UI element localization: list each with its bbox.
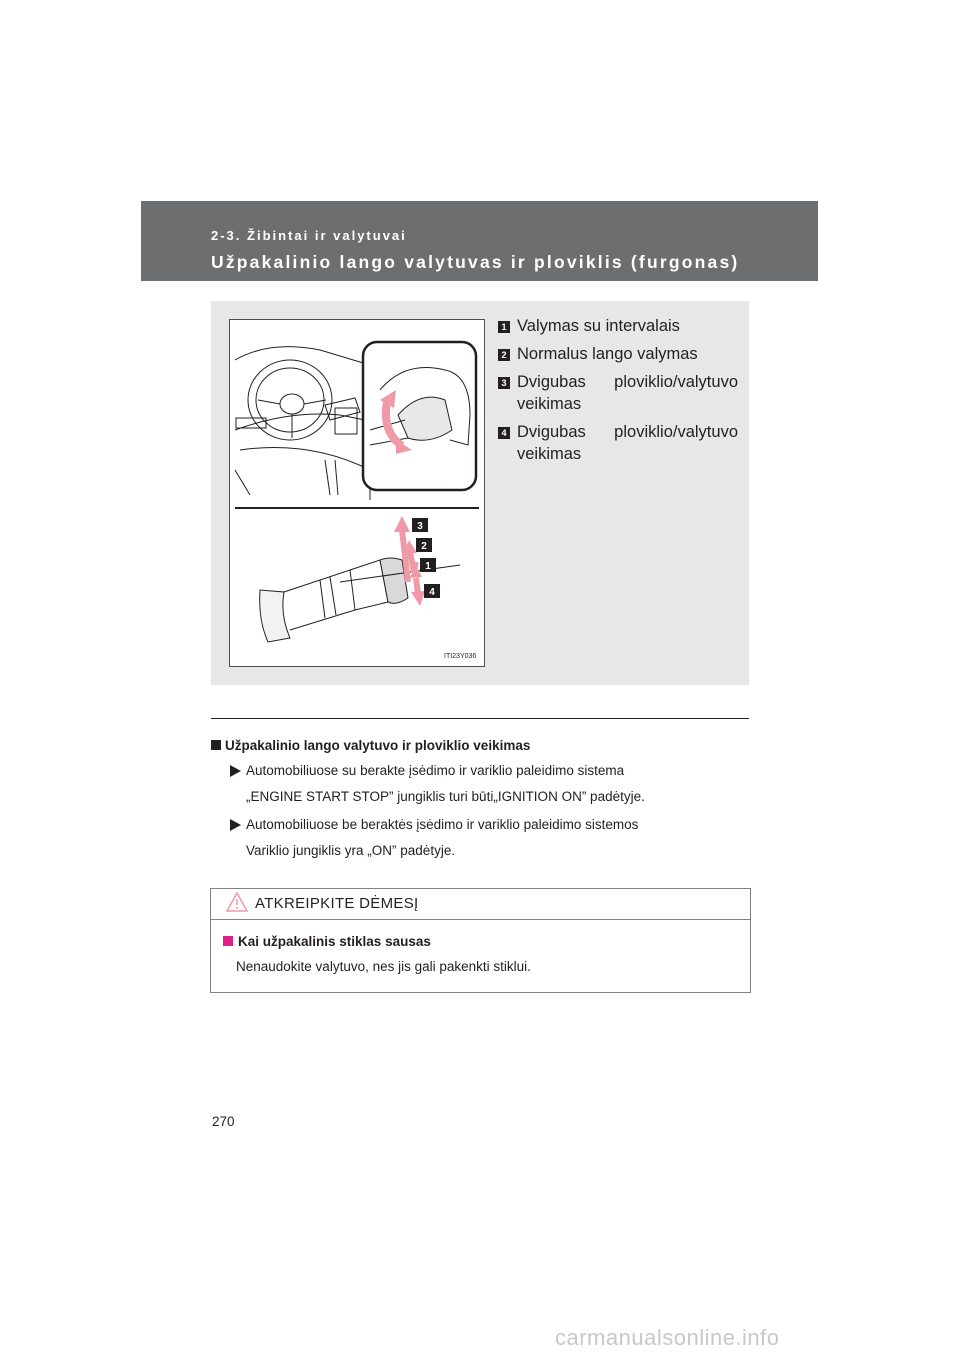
callout-4 [424,584,440,598]
legend-text: Valymas su intervalais [517,317,680,335]
svg-text:4: 4 [429,587,435,598]
wiper-lever-illustration [229,319,485,667]
legend-number: 2 [498,349,510,361]
legend-text: Normalus lango valymas [517,345,698,363]
callout-2 [416,538,432,552]
note-item [211,812,749,864]
notes-section [211,736,749,864]
section-header [141,201,818,281]
svg-text:1: 1 [425,561,431,572]
note-item-line: Automobiliuose be beraktės įsėdimo ir variklio paleidimo sistemos [246,817,639,832]
note-heading: Užpakalinio lango valytuvo ir ploviklio veikimas [211,736,749,756]
legend-item [498,315,738,337]
triangle-bullet-icon [230,765,241,777]
section-divider [211,718,749,719]
svg-text:3: 3 [417,521,423,532]
svg-text:2: 2 [421,541,427,552]
legend-item [498,371,738,415]
legend-number: 4 [498,427,510,439]
note-item-line: Variklio jungiklis yra „ON” padėtyje. [246,843,456,858]
note-item-line: Automobiliuose su berakte įsėdimo ir variklio paleidimo sistema [246,763,625,778]
note-item-line: „ENGINE START STOP” jungiklis turi būti„IGNITION ON” padėtyje. [246,789,645,804]
legend-text: Dvigubas ploviklio/valytuvo veikimas [517,423,738,463]
triangle-bullet-icon [230,819,241,831]
figure-legend [498,315,738,471]
caution-text: Nenaudokite valytuvo, nes jis gali pakenkti stiklui. [236,959,531,974]
figure-panel [211,301,749,685]
warning-triangle-icon [226,892,248,912]
legend-item [498,421,738,465]
caution-subheading: Kai užpakalinis stiklas sausas [223,932,750,952]
page-number: 270 [212,1114,235,1129]
callout-3 [412,518,428,532]
callout-1 [420,558,436,572]
legend-item [498,343,738,365]
caution-title: ATKREIPKITE DĖMESĮ [255,895,419,912]
image-code: ITI23Y036 [444,653,477,660]
caution-header [211,889,750,920]
section-label: 2-3. Žibintai ir valytuvai [211,228,407,243]
legend-text: Dvigubas ploviklio/valytuvo veikimas [517,373,738,413]
square-bullet-icon [223,936,233,946]
watermark: carmanualsonline.info [555,1325,780,1350]
legend-number: 1 [498,321,510,333]
note-item [211,758,749,810]
caution-box [210,888,751,993]
caution-body [211,920,750,978]
legend-number: 3 [498,377,510,389]
page-title: Užpakalinio lango valytuvas ir ploviklis (furgonas) [211,252,740,272]
lever-drawing [230,320,484,666]
square-bullet-icon [211,740,221,750]
